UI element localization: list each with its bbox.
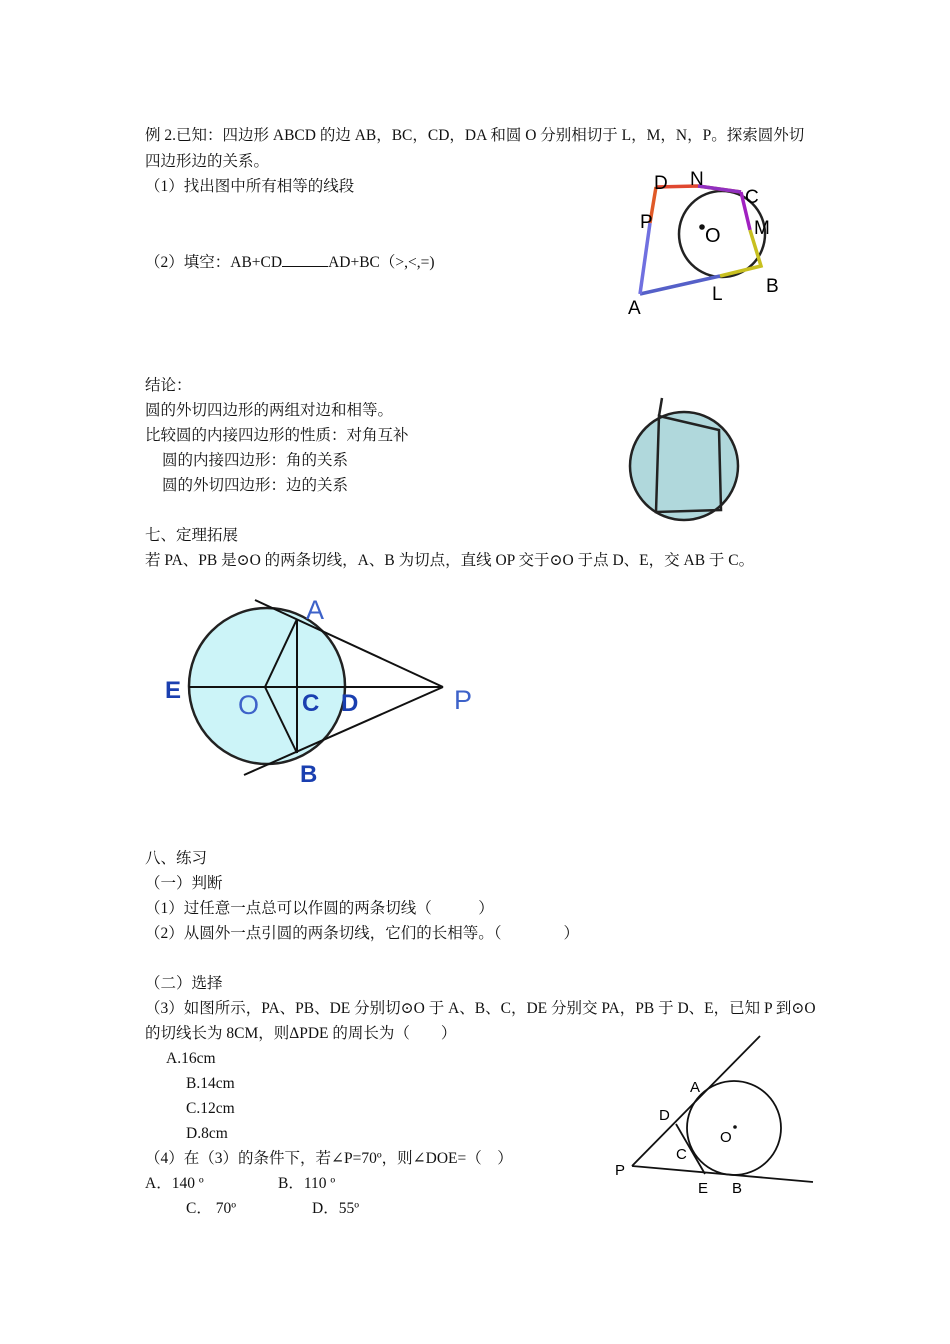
center-dot — [733, 1125, 737, 1129]
judge-question1: （1）过任意一点总可以作圆的两条切线（ ） — [145, 900, 494, 917]
label-a: A — [690, 1079, 701, 1096]
question3-line2: 的切线长为 8CM，则ΔPDE 的周长为（ ） — [145, 1025, 457, 1042]
conclusion-line1: 圆的外切四边形的两组对边和相等。 — [145, 402, 394, 419]
tangent-lines-figure — [160, 592, 490, 792]
label-m: M — [754, 218, 770, 239]
label-p: P — [640, 212, 653, 233]
example2-question2 — [145, 252, 435, 273]
section8-title: 八、练习 — [145, 850, 208, 867]
center-dot — [699, 224, 705, 230]
side-ap — [640, 223, 650, 294]
label-e: E — [698, 1180, 709, 1197]
conclusion-title: 结论： — [145, 377, 192, 394]
question2-prefix: （2）填空：AB+CD — [145, 254, 283, 271]
q3-option-d[interactable]: D.8cm — [186, 1125, 228, 1142]
label-p: P — [454, 685, 473, 715]
extended-line — [659, 398, 662, 416]
label-d: D — [659, 1107, 670, 1124]
q4-option-c[interactable]: C． 70º — [186, 1200, 237, 1217]
label-o: O — [720, 1129, 732, 1146]
label-b: B — [300, 761, 318, 788]
label-a: A — [306, 595, 325, 625]
conclusion-line4: 圆的外切四边形：边的关系 — [162, 477, 349, 494]
question2-suffix: AD+BC（>,<,=) — [328, 254, 435, 271]
label-o: O — [705, 225, 721, 247]
tangent-triangle-figure — [610, 1030, 825, 1200]
judge-question2: （2）从圆外一点引圆的两条切线，它们的长相等。（ ） — [145, 925, 580, 942]
label-p: P — [615, 1162, 626, 1179]
label-c: C — [676, 1146, 687, 1163]
label-n: N — [690, 169, 704, 190]
example2-line2: 四边形边的关系。 — [145, 153, 270, 170]
question3-line1: （3）如图所示，PA、PB、DE 分别切⊙O 于 A、B、C，DE 分别交 PA，PB 于 D、E，已知 P 到⊙O — [145, 1000, 816, 1017]
label-c: C — [302, 690, 320, 717]
label-b: B — [766, 276, 779, 297]
example2-question1: （1）找出图中所有相等的线段 — [145, 178, 355, 195]
choice-title: （二）选择 — [145, 975, 223, 992]
question4: （4）在（3）的条件下，若∠P=70º，则∠DOE=（ ） — [145, 1150, 513, 1167]
label-d: D — [341, 690, 359, 717]
judge-title: （一）判断 — [145, 875, 223, 892]
q3-option-b[interactable]: B.14cm — [186, 1075, 235, 1092]
side-la — [640, 276, 720, 294]
q3-option-c[interactable]: C.12cm — [186, 1100, 235, 1117]
answer-blank[interactable] — [282, 252, 328, 267]
q4-option-d[interactable]: D．55º — [312, 1200, 359, 1217]
conclusion-line2: 比较圆的内接四边形的性质：对角互补 — [145, 427, 409, 444]
label-b: B — [732, 1180, 743, 1197]
label-o: O — [238, 690, 260, 720]
label-a: A — [628, 298, 641, 319]
section7-title: 七、定理拓展 — [145, 527, 239, 544]
q3-option-a[interactable]: A.16cm — [166, 1050, 216, 1067]
q4-option-b[interactable]: B．110 º — [278, 1175, 336, 1192]
tangential-quadrilateral-figure — [620, 168, 800, 318]
section7-text: 若 PA、PB 是⊙O 的两条切线，A、B 为切点，直线 OP 交于⊙O 于点 D、E，交 AB 于 C。 — [145, 552, 755, 569]
label-e: E — [165, 677, 182, 704]
label-d: D — [654, 173, 668, 194]
example2-line1: 例 2.已知：四边形 ABCD 的边 AB，BC，CD，DA 和圆 O 分别相切于 L，M，N，P。探索圆外切 — [145, 127, 805, 144]
q4-option-a[interactable]: A．140 º — [145, 1175, 204, 1192]
label-l: L — [712, 284, 723, 305]
cyclic-quadrilateral-figure — [626, 396, 746, 526]
conclusion-line3: 圆的内接四边形：角的关系 — [162, 452, 349, 469]
label-c: C — [745, 187, 759, 208]
